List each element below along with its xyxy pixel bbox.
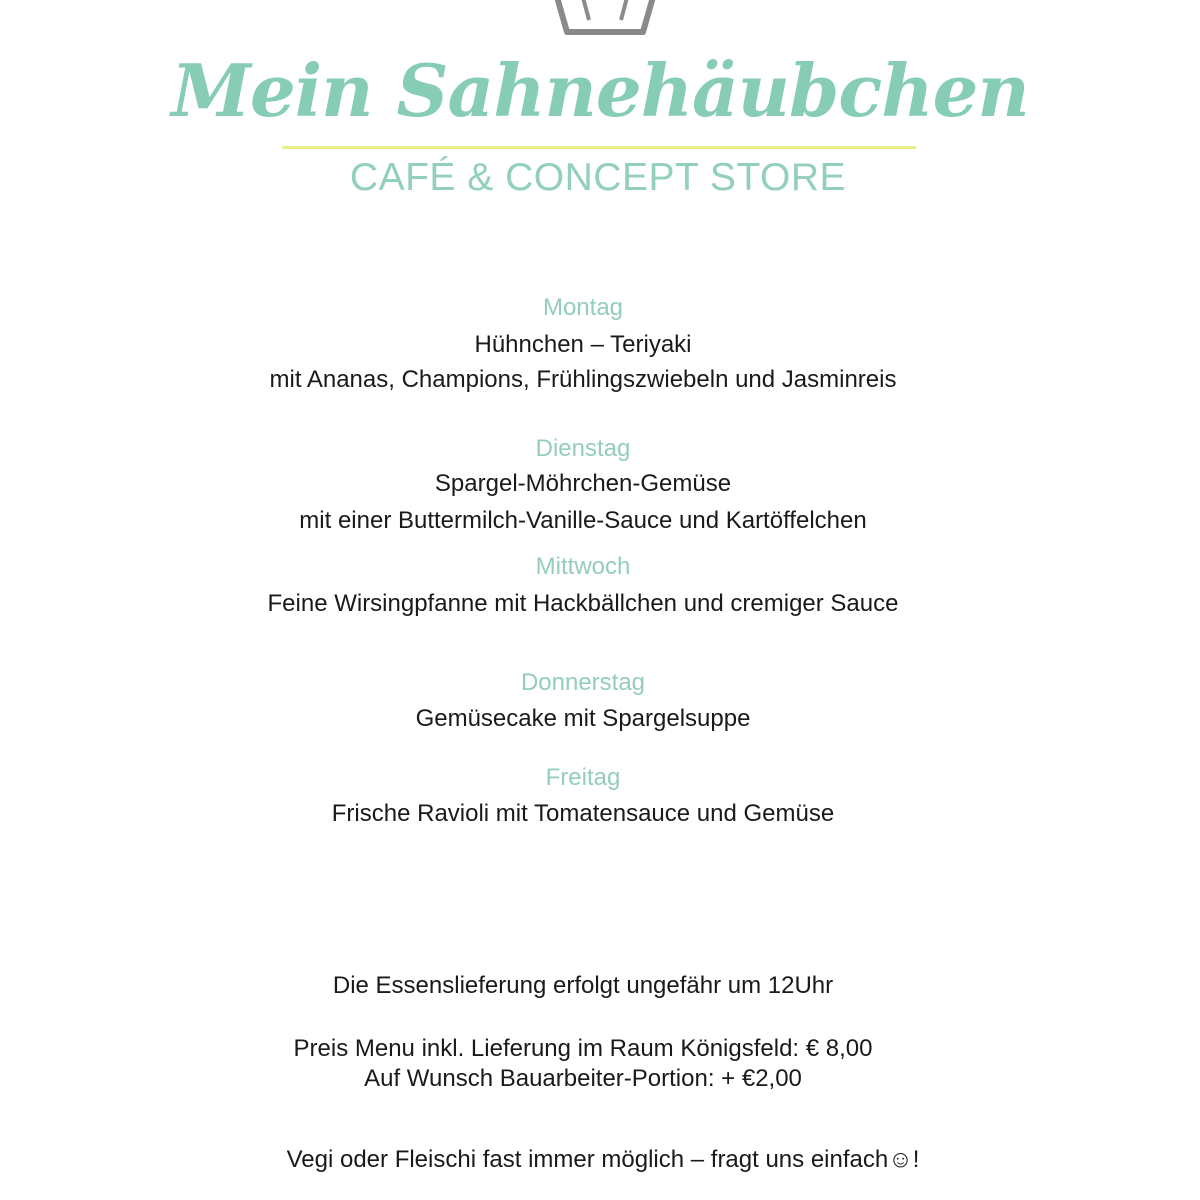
brand-divider xyxy=(282,146,916,149)
brand-tagline: CAFÉ & CONCEPT STORE xyxy=(349,156,847,199)
cupcake-cream-icon xyxy=(545,0,665,50)
dish-friday: Frische Ravioli mit Tomatensauce und Gemüse xyxy=(331,800,835,827)
day-label-wednesday: Mittwoch xyxy=(535,553,631,580)
diet-note: Vegi oder Fleischi fast immer möglich – fragt uns einfach☺! xyxy=(286,1146,920,1173)
dish-thursday: Gemüsecake mit Spargelsuppe xyxy=(415,705,751,732)
day-label-friday: Freitag xyxy=(545,764,621,791)
price-info: Preis Menu inkl. Lieferung im Raum Königsfeld: € 8,00 xyxy=(293,1035,873,1062)
brand-name: Mein Sahnehäubchen xyxy=(171,48,1029,133)
dish-monday: Hühnchen – Teriyaki xyxy=(474,331,692,358)
day-label-monday: Montag xyxy=(542,294,624,321)
extra-portion-info: Auf Wunsch Bauarbeiter-Portion: + €2,00 xyxy=(364,1065,802,1092)
delivery-info: Die Essenslieferung erfolgt ungefähr um 12Uhr xyxy=(332,972,834,999)
dish-detail-tuesday: mit einer Buttermilch-Vanille-Sauce und Kartöffelchen xyxy=(299,507,867,534)
dish-wednesday: Feine Wirsingpfanne mit Hackbällchen und cremiger Sauce xyxy=(267,590,899,617)
dish-tuesday: Spargel-Möhrchen-Gemüse xyxy=(434,470,732,497)
day-label-tuesday: Dienstag xyxy=(535,435,631,462)
day-label-thursday: Donnerstag xyxy=(520,669,646,696)
dish-detail-monday: mit Ananas, Champions, Frühlingszwiebeln und Jasminreis xyxy=(269,366,897,393)
